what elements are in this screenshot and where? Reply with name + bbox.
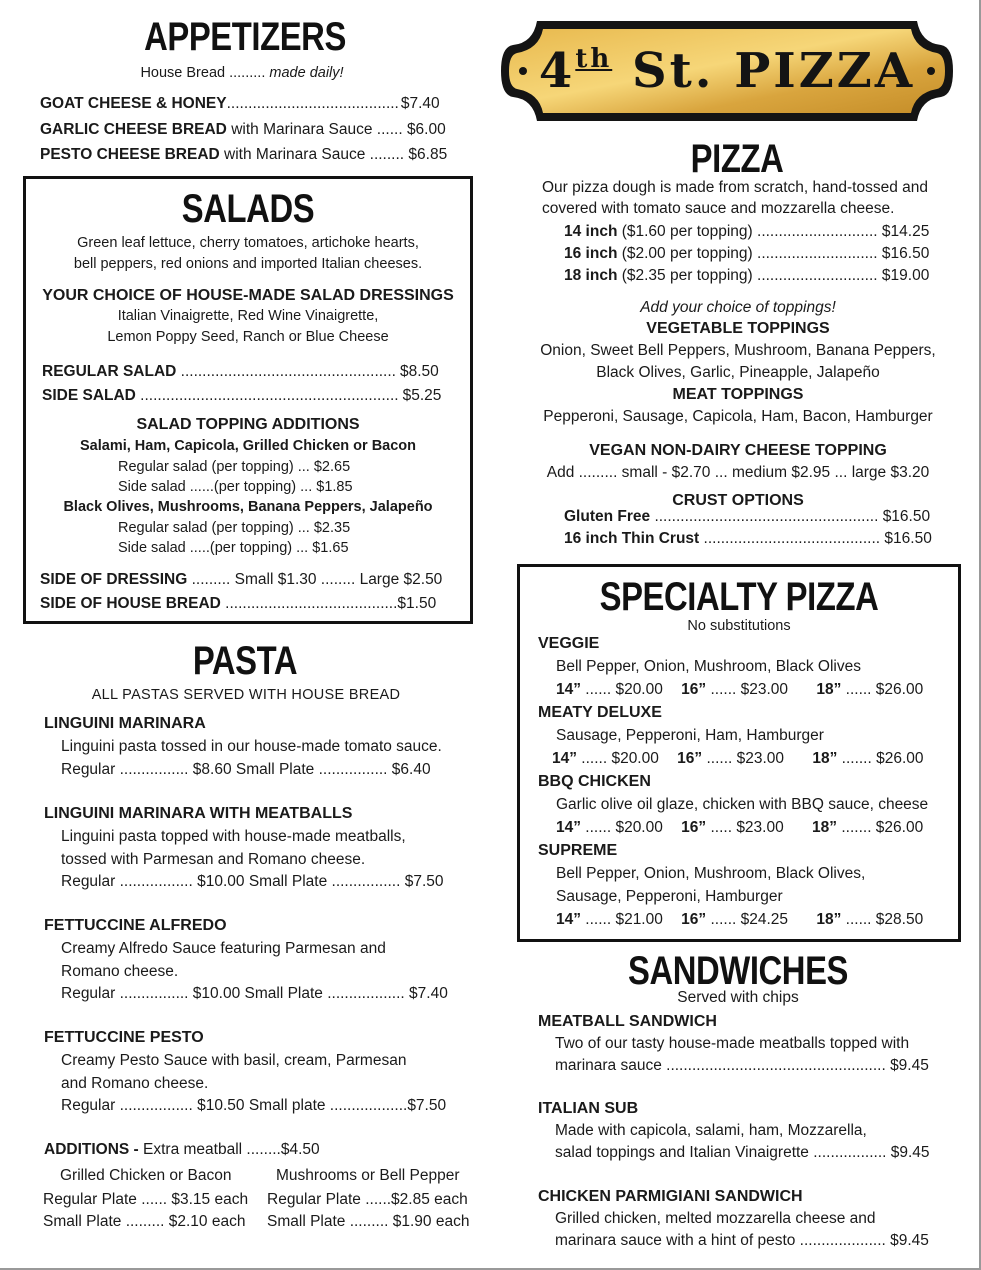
pizza-size-price: $16.50	[881, 245, 930, 262]
veg-toppings-line-1: Onion, Sweet Bell Peppers, Mushroom, Banana Peppers,	[540, 342, 936, 359]
salad-group-2-regular: Regular salad (per topping) ... $2.35	[118, 520, 351, 536]
meat-toppings-line: Pepperoni, Sausage, Capicola, Ham, Bacon, Hamburger	[543, 408, 933, 425]
salad-group-2-side: Side salad .....(per topping) ... $1.65	[118, 540, 349, 556]
specialty-prices	[556, 680, 923, 700]
pasta-prices: Regular ................ $10.00 Small Plate .................. $7.40	[61, 985, 448, 1002]
pasta-prices: Regular ................ $8.60 Small Plate ................ $6.40	[61, 761, 431, 778]
price-14: ...... $20.00	[581, 819, 663, 836]
side-bread-label: SIDE OF HOUSE BREAD	[40, 595, 221, 612]
additions-col2-small: Small Plate ......... $1.90 each	[267, 1213, 470, 1230]
size-16: 16”	[681, 819, 707, 836]
crust-name: 16 inch Thin Crust	[564, 530, 700, 547]
pasta-name: FETTUCCINE PESTO	[44, 1029, 204, 1046]
appetizer-price: $7.40	[400, 95, 440, 112]
salads-desc-1: Green leaf lettuce, cherry tomatoes, artichoke hearts,	[77, 235, 419, 251]
pasta-prices: Regular ................. $10.00 Small Plate ................ $7.50	[61, 873, 444, 890]
regular-salad-label: REGULAR SALAD	[42, 363, 177, 380]
additions-col1-small: Small Plate ......... $2.10 each	[43, 1213, 246, 1230]
side-salad-leader: ............................................................	[135, 387, 399, 404]
pizza-size-label: 16 inch	[564, 245, 618, 262]
price-18: ...... $28.50	[841, 911, 924, 928]
crust-leader: .........................................	[699, 530, 885, 547]
regular-salad-price: $8.50	[399, 363, 439, 380]
crust-leader: ....................................................	[650, 508, 883, 525]
pizza-desc-2: covered with tomato sauce and mozzarella cheese.	[542, 200, 895, 217]
specialty-name: VEGGIE	[538, 635, 600, 652]
appetizer-name: PESTO CHEESE BREAD	[40, 146, 220, 163]
size-14: 14”	[552, 750, 577, 767]
size-16: 16”	[677, 750, 703, 767]
price-16: ..... $23.00	[706, 819, 784, 836]
pizza-size-label: 18 inch	[564, 267, 618, 284]
restaurant-logo	[497, 15, 957, 127]
pizza-size-detail: ($2.35 per topping) ............................	[617, 267, 882, 284]
pizza-size-14	[564, 222, 929, 242]
salad-group-1-regular: Regular salad (per topping) ... $2.65	[118, 459, 351, 475]
salad-toppings-title: SALAD TOPPING ADDITIONS	[136, 416, 360, 433]
side-salad-row	[42, 386, 441, 406]
logo-name: St. PIZZA	[631, 43, 916, 99]
additions-col2-title: Mushrooms or Bell Pepper	[276, 1167, 460, 1184]
pasta-desc: Creamy Alfredo Sauce featuring Parmesan and	[61, 940, 386, 957]
pizza-desc-1: Our pizza dough is made from scratch, hand-tossed and	[542, 179, 928, 196]
price-16: ...... $23.00	[702, 750, 785, 767]
price-14: ...... $21.00	[581, 911, 663, 928]
pasta-desc: Linguini pasta topped with house-made meatballs,	[61, 828, 406, 845]
salads-desc-2: bell peppers, red onions and imported Italian cheeses.	[73, 256, 423, 272]
appetizer-price: $6.00	[406, 121, 446, 138]
size-18: 18”	[816, 681, 842, 698]
specialty-subtitle: No substitutions	[687, 618, 791, 634]
logo-ordinal: th	[575, 44, 613, 74]
logo-text	[497, 43, 957, 99]
toppings-note: Add your choice of toppings!	[640, 299, 836, 316]
specialty-heading: SPECIALTY PIZZA	[599, 575, 879, 619]
sandwich-desc-price: marinara sauce ................................................... $9.45	[555, 1057, 929, 1074]
pasta-desc: tossed with Parmesan and Romano cheese.	[61, 851, 366, 868]
pasta-desc: and Romano cheese.	[61, 1075, 209, 1092]
house-bread-note: made daily!	[269, 65, 344, 81]
specialty-desc: Sausage, Pepperoni, Ham, Hamburger	[556, 727, 824, 744]
pasta-desc: Romano cheese.	[61, 963, 179, 980]
meat-toppings-title: MEAT TOPPINGS	[672, 386, 804, 403]
veg-toppings-line-2: Black Olives, Garlic, Pineapple, Jalapeño	[596, 364, 880, 381]
regular-salad-row	[42, 362, 439, 382]
side-dressing-label: SIDE OF DRESSING	[40, 571, 188, 588]
appetizer-goat-cheese	[40, 94, 440, 114]
pizza-size-18	[564, 266, 929, 286]
house-bread-line	[0, 64, 484, 82]
pizza-size-detail: ($2.00 per topping) ............................	[617, 245, 882, 262]
pizza-heading: PIZZA	[690, 137, 784, 181]
dressings-line-2: Lemon Poppy Seed, Ranch or Blue Cheese	[107, 329, 389, 345]
appetizer-name: GOAT CHEESE & HONEY	[40, 95, 227, 112]
price-18: ....... $26.00	[837, 750, 924, 767]
pasta-prices: Regular ................. $10.50 Small plate ..................$7.50	[61, 1097, 447, 1114]
pizza-size-16	[564, 244, 929, 264]
crust-thin	[564, 529, 932, 549]
side-salad-label: SIDE SALAD	[42, 387, 136, 404]
appetizers-heading: APPETIZERS	[144, 15, 346, 59]
price-16: ...... $23.00	[706, 681, 789, 698]
sandwich-name: MEATBALL SANDWICH	[538, 1013, 717, 1030]
pasta-desc: Creamy Pesto Sauce with basil, cream, Parmesan	[61, 1052, 407, 1069]
pasta-desc: Linguini pasta tossed in our house-made tomato sauce.	[61, 738, 442, 755]
sandwiches-heading: SANDWICHES	[627, 949, 849, 993]
size-18: 18”	[816, 911, 842, 928]
specialty-desc: Bell Pepper, Onion, Mushroom, Black Olives,	[556, 865, 866, 882]
price-14: ...... $20.00	[581, 681, 663, 698]
salad-group-1-title: Salami, Ham, Capicola, Grilled Chicken or Bacon	[79, 438, 417, 454]
side-dressing-row	[40, 570, 442, 590]
specialty-prices	[556, 910, 923, 930]
dressings-title: YOUR CHOICE OF HOUSE-MADE SALAD DRESSINGS	[42, 287, 454, 304]
specialty-prices	[552, 749, 924, 769]
pasta-subtitle: ALL PASTAS SERVED WITH HOUSE BREAD	[91, 687, 401, 703]
dressings-line-1: Italian Vinaigrette, Red Wine Vinaigrette,	[117, 308, 379, 324]
sandwich-desc-price: marinara sauce with a hint of pesto .................... $9.45	[555, 1232, 929, 1249]
salad-group-1-side: Side salad ......(per topping) ... $1.85	[118, 479, 353, 495]
price-16: ...... $24.25	[706, 911, 789, 928]
side-bread-text: ........................................$1.50	[220, 595, 437, 612]
sandwiches-subtitle: Served with chips	[677, 989, 799, 1006]
salad-group-2-title: Black Olives, Mushrooms, Banana Peppers, Jalapeño	[63, 499, 433, 515]
pasta-name: LINGUINI MARINARA WITH MEATBALLS	[44, 805, 353, 822]
size-16: 16”	[681, 911, 707, 928]
salads-heading: SALADS	[181, 187, 315, 231]
regular-salad-leader: ..................................................	[176, 363, 396, 380]
size-16: 16”	[681, 681, 707, 698]
vegan-cheese-line: Add ......... small - $2.70 ... medium $2.95 ... large $3.20	[546, 464, 930, 481]
crust-price: $16.50	[882, 508, 931, 525]
sandwich-desc: Two of our tasty house-made meatballs topped with	[555, 1035, 910, 1052]
appetizer-leader: ........................................	[226, 95, 399, 112]
pasta-additions-line	[44, 1140, 320, 1160]
vegan-cheese-title: VEGAN NON-DAIRY CHEESE TOPPING	[589, 442, 887, 459]
specialty-desc: Sausage, Pepperoni, Hamburger	[556, 888, 783, 905]
sandwich-desc: Grilled chicken, melted mozzarella cheese and	[555, 1210, 876, 1227]
sandwich-name: ITALIAN SUB	[538, 1100, 639, 1117]
size-14: 14”	[556, 681, 581, 698]
house-bread-label: House Bread .........	[140, 65, 270, 81]
crust-name: Gluten Free	[564, 508, 651, 525]
appetizer-garlic-cheese-bread	[40, 120, 446, 140]
additions-label: ADDITIONS -	[44, 1141, 144, 1158]
specialty-name: SUPREME	[538, 842, 618, 859]
pasta-name: FETTUCCINE ALFREDO	[44, 917, 227, 934]
additions-col2-regular: Regular Plate ......$2.85 each	[267, 1191, 468, 1208]
additions-col1-regular: Regular Plate ...... $3.15 each	[43, 1191, 249, 1208]
crust-gluten-free	[564, 507, 930, 527]
price-14: ...... $20.00	[577, 750, 659, 767]
appetizer-desc: with Marinara Sauce ......	[226, 121, 407, 138]
appetizer-desc: with Marinara Sauce ........	[219, 146, 409, 163]
size-14: 14”	[556, 911, 581, 928]
size-14: 14”	[556, 819, 581, 836]
pizza-size-price: $19.00	[881, 267, 930, 284]
specialty-name: MEATY DELUXE	[538, 704, 662, 721]
pizza-size-detail: ($1.60 per topping) ............................	[617, 223, 882, 240]
appetizer-name: GARLIC CHEESE BREAD	[40, 121, 227, 138]
crust-options-title: CRUST OPTIONS	[672, 492, 804, 509]
size-18: 18”	[812, 819, 838, 836]
sandwich-desc-price: salad toppings and Italian Vinaigrette ................. $9.45	[555, 1144, 930, 1161]
additions-meatball: Extra meatball ........$4.50	[143, 1141, 320, 1158]
price-18: ....... $26.00	[837, 819, 924, 836]
specialty-prices	[556, 818, 923, 838]
crust-price: $16.50	[884, 530, 932, 547]
specialty-name: BBQ CHICKEN	[538, 773, 651, 790]
side-bread-row	[40, 594, 436, 614]
price-18: ...... $26.00	[841, 681, 924, 698]
veg-toppings-title: VEGETABLE TOPPINGS	[646, 320, 830, 337]
specialty-desc: Bell Pepper, Onion, Mushroom, Black Olives	[556, 658, 861, 675]
size-18: 18”	[812, 750, 838, 767]
pizza-size-price: $14.25	[881, 223, 930, 240]
sandwich-desc: Made with capicola, salami, ham, Mozzarella,	[555, 1122, 867, 1139]
logo-prefix: 4	[538, 43, 576, 99]
pasta-name: LINGUINI MARINARA	[44, 715, 206, 732]
appetizer-pesto-cheese-bread	[40, 145, 447, 165]
appetizer-price: $6.85	[408, 146, 448, 163]
side-salad-price: $5.25	[402, 387, 442, 404]
sandwich-name: CHICKEN PARMIGIANI SANDWICH	[538, 1188, 803, 1205]
side-dressing-text: ......... Small $1.30 ........ Large $2.50	[187, 571, 443, 588]
pasta-heading: PASTA	[192, 639, 298, 683]
additions-col1-title: Grilled Chicken or Bacon	[60, 1167, 232, 1184]
specialty-desc: Garlic olive oil glaze, chicken with BBQ sauce, cheese	[556, 796, 929, 813]
pizza-size-label: 14 inch	[564, 223, 618, 240]
